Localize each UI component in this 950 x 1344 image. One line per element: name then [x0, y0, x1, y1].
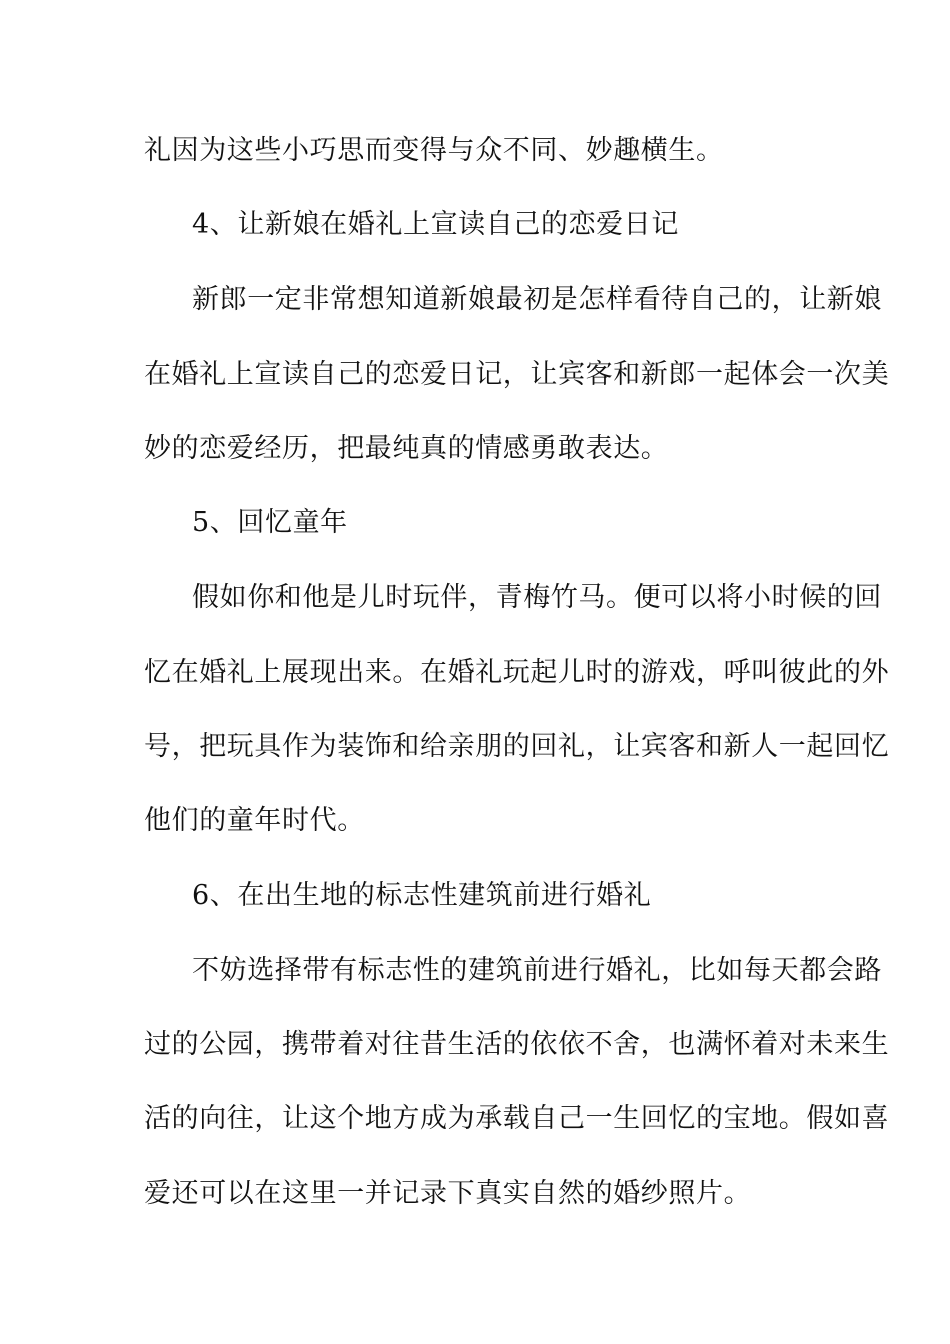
- paragraph-line: 假如你和他是儿时玩伴，青梅竹马。便可以将小时候的回: [192, 582, 882, 613]
- paragraph-line: 号，把玩具作为装饰和给亲朋的回礼，让宾客和新人一起回忆: [144, 731, 890, 762]
- section-heading-6: 6、在出生地的标志性建筑前进行婚礼: [192, 880, 652, 911]
- paragraph-line: 爱还可以在这里一并记录下真实自然的婚纱照片。: [144, 1178, 752, 1209]
- paragraph-line: 在婚礼上宣读自己的恋爱日记，让宾客和新郎一起体会一次美: [144, 359, 890, 390]
- paragraph-line: 新郎一定非常想知道新娘最初是怎样看待自己的，让新娘: [192, 284, 882, 315]
- paragraph-line: 活的向往，让这个地方成为承载自己一生回忆的宝地。假如喜: [144, 1103, 890, 1134]
- paragraph-line: 妙的恋爱经历，把最纯真的情感勇敢表达。: [144, 433, 669, 464]
- paragraph-line: 忆在婚礼上展现出来。在婚礼玩起儿时的游戏，呼叫彼此的外: [144, 657, 890, 688]
- paragraph-line: 过的公园，携带着对往昔生活的依依不舍，也满怀着对未来生: [144, 1029, 890, 1060]
- section-heading-4: 4、让新娘在婚礼上宣读自己的恋爱日记: [192, 209, 679, 240]
- paragraph-line: 不妨选择带有标志性的建筑前进行婚礼，比如每天都会路: [192, 955, 882, 986]
- section-heading-5: 5、回忆童年: [192, 507, 348, 538]
- paragraph-line: 他们的童年时代。: [144, 805, 365, 836]
- paragraph-continuation-line: 礼因为这些小巧思而变得与众不同、妙趣横生。: [144, 135, 724, 166]
